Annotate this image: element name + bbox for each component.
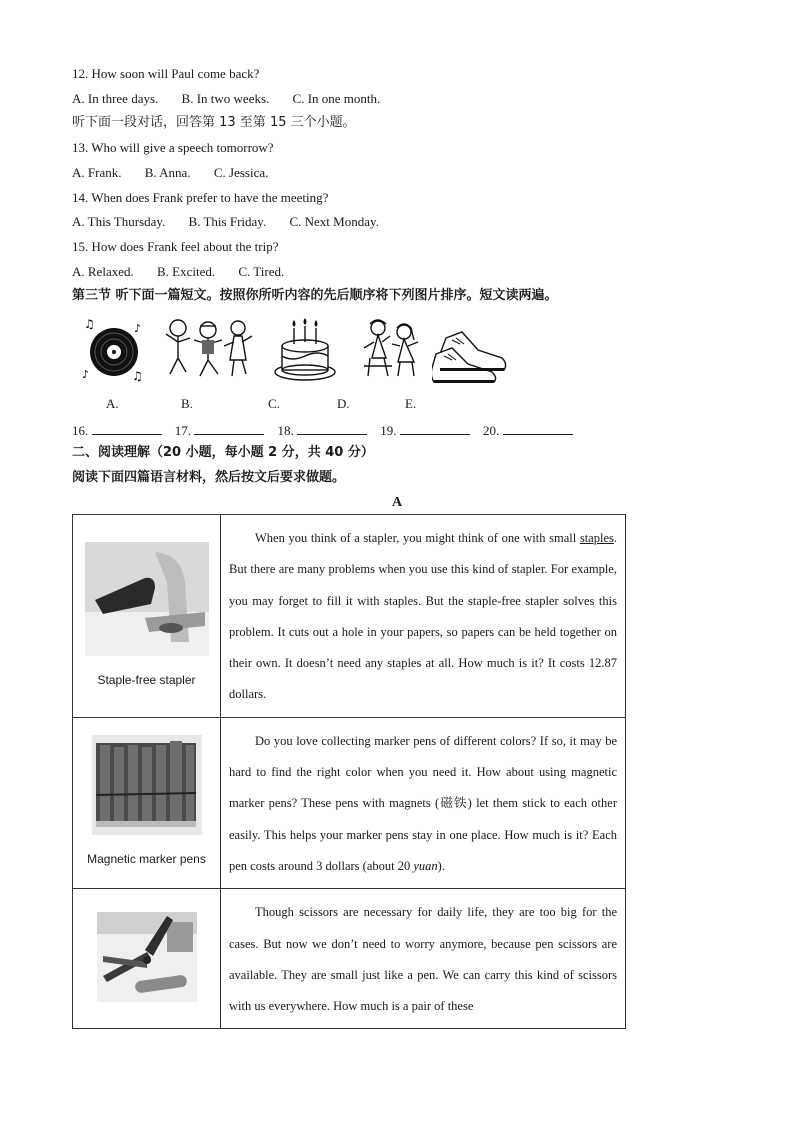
question-13: 13. Who will give a speech tomorrow? — [72, 140, 274, 155]
answer-blanks — [72, 421, 583, 439]
blank-label-17: 17. — [174, 423, 191, 438]
description-text: Though scissors are necessary for daily life, they are too big for the cases. But now we don’t need to worry anymore, because pen scissors are available. They are small just like a pen. We can carry this kind of scissors with us everywhere. How much is a pair of these — [229, 905, 617, 1014]
svg-text:♫: ♫ — [84, 317, 95, 331]
question-12: 12. How soon will Paul come back? — [72, 66, 260, 81]
option-a: A. Relaxed. — [72, 264, 134, 279]
product-table — [72, 514, 626, 1029]
answer-blank-18[interactable] — [297, 421, 367, 435]
svg-text:♪: ♪ — [82, 368, 90, 381]
question-13-options — [72, 165, 288, 181]
picture-label-a: A. — [106, 396, 119, 411]
part2-instruction: 阅读下面四篇语言材料，然后按文后要求做题。 — [72, 470, 346, 485]
option-b: B. In two weeks. — [181, 91, 270, 106]
section3-title: 第三节 听下面一篇短文。按照你所听内容的先后顺序将下列图片排序。短文读两遍。 — [72, 288, 558, 303]
option-a: A. In three days. — [72, 91, 159, 106]
option-c: C. Next Monday. — [289, 214, 379, 229]
description-text: ). — [437, 858, 445, 873]
question-14: 14. When does Frank prefer to have the meeting? — [72, 190, 329, 205]
underlined-word: staples — [579, 531, 614, 545]
people-party-icon — [362, 314, 424, 384]
table-row — [73, 889, 626, 1029]
vinyl-record-icon — [78, 314, 148, 384]
description-text: When you think of a stapler, you might think of one with small — [255, 531, 580, 545]
option-a: A. Frank. — [72, 165, 122, 180]
blank-label-19: 19. — [380, 423, 397, 438]
image-cell — [73, 717, 221, 888]
description-text: . But there are many problems when you use this kind of stapler. For example, you may forget to fill it with staples. But the staple-free stapler solves this problem. It cuts out a hole in your papers, so papers can be held together on their own. It doesn’t need any staples at all. How much is it? It costs 12.87 dollars. — [229, 531, 617, 702]
option-b: B. Anna. — [144, 165, 191, 180]
option-c: C. Jessica. — [213, 165, 269, 180]
blank-label-16: 16. — [72, 423, 89, 438]
stapler-photo — [85, 542, 209, 656]
image-cell — [73, 889, 221, 1029]
product-description — [221, 717, 626, 888]
option-a: A. This Thursday. — [72, 214, 166, 229]
question-14-options — [72, 214, 399, 230]
image-cell — [73, 515, 221, 718]
answer-blank-20[interactable] — [503, 421, 573, 435]
option-c: C. In one month. — [292, 91, 381, 106]
product-caption: Magnetic marker pens — [87, 851, 206, 866]
passage-label: A — [392, 495, 403, 510]
question-12-options — [72, 91, 400, 107]
question-15-options — [72, 264, 304, 280]
picture-label-d: D. — [337, 396, 350, 411]
question-15: 15. How does Frank feel about the trip? — [72, 239, 279, 254]
answer-blank-16[interactable] — [92, 421, 162, 435]
option-b: B. This Friday. — [188, 214, 267, 229]
product-caption: Staple-free stapler — [97, 673, 196, 687]
part2-title: 二、阅读理解（20 小题，每小题 2 分，共 40 分） — [72, 445, 374, 460]
product-description — [221, 889, 626, 1029]
instruction-13-15: 听下面一段对话，回答第 13 至第 15 三个小题。 — [72, 115, 356, 130]
option-b: B. Excited. — [156, 264, 216, 279]
picture-label-b: B. — [181, 396, 193, 411]
italic-word: yuan — [413, 858, 438, 873]
answer-blank-19[interactable] — [400, 421, 470, 435]
option-c: C. Tired. — [238, 264, 285, 279]
blank-label-20: 20. — [483, 423, 500, 438]
picture-label-c: C. — [268, 396, 280, 411]
sneakers-icon — [432, 314, 510, 384]
blank-label-18: 18. — [277, 423, 294, 438]
svg-text:♫: ♫ — [132, 369, 143, 383]
marker-pens-photo — [92, 735, 202, 835]
answer-blank-17[interactable] — [194, 421, 264, 435]
dancing-children-icon — [164, 314, 254, 384]
svg-text:♪: ♪ — [134, 322, 142, 335]
picture-label-e: E. — [405, 396, 417, 411]
table-row — [73, 717, 626, 888]
pen-scissors-photo — [97, 912, 197, 1002]
product-description — [221, 515, 626, 718]
table-row — [73, 515, 626, 718]
picture-row — [72, 314, 522, 386]
birthday-cake-icon — [272, 314, 338, 384]
description-text: Do you love collecting marker pens of different colors? If so, it may be hard to find the right color when you need it. How about using magnetic marker pens? These pens with magnets (磁铁) let them stick to each other easily. This helps your marker pens stay in one place. How much is it? Each pen costs around 3 dollars (about 20 — [229, 733, 617, 873]
